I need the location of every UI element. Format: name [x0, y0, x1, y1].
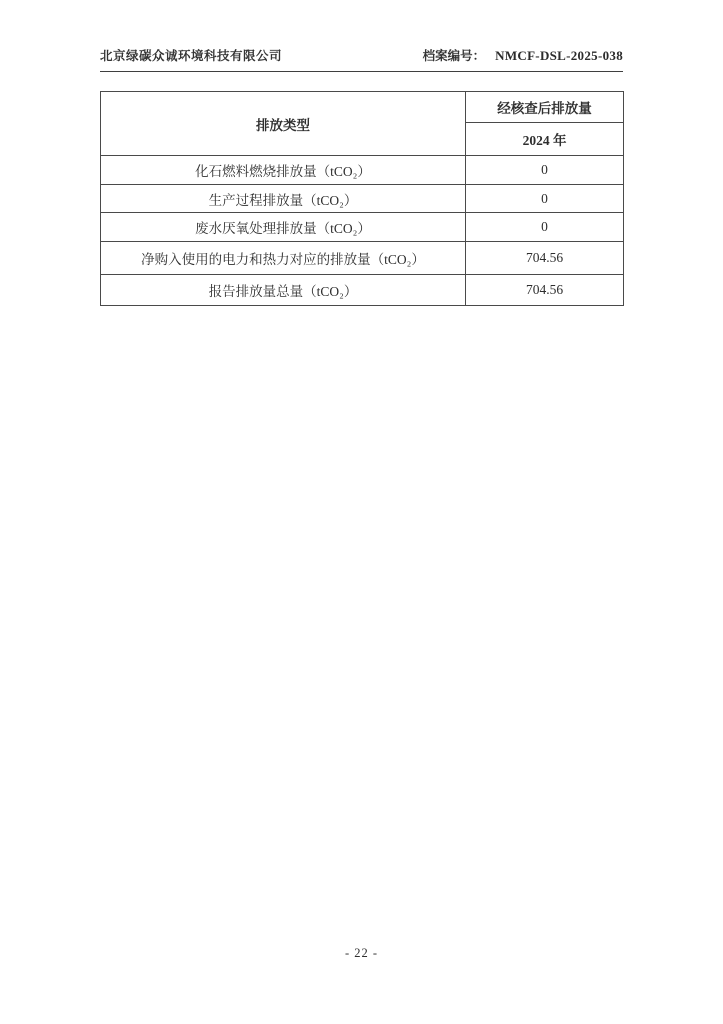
- emission-type-cell: 净购入使用的电力和热力对应的排放量（tCO₂）: [101, 242, 466, 275]
- company-name: 北京绿碳众诚环境科技有限公司: [100, 49, 283, 63]
- emissions-summary-table: [100, 91, 624, 306]
- emission-value-cell: 0: [466, 213, 624, 242]
- table-header-row-1: [101, 92, 624, 123]
- emission-type-header: 排放类型: [101, 92, 466, 156]
- emission-value-cell: 0: [466, 156, 624, 185]
- emission-type-cell: 报告排放量总量（tCO₂）: [101, 275, 466, 306]
- document-header: [100, 46, 623, 72]
- table-row: [101, 213, 624, 242]
- table-row: [101, 275, 624, 306]
- emission-type-cell: 化石燃料燃烧排放量（tCO₂）: [101, 156, 466, 185]
- emission-type-cell: 废水厌氧处理排放量（tCO₂）: [101, 213, 466, 242]
- emission-value-cell: 704.56: [466, 242, 624, 275]
- page-content: [100, 46, 623, 306]
- table-row: [101, 185, 624, 213]
- emission-value-cell: 704.56: [466, 275, 624, 306]
- file-number-value: NMCF-DSL-2025-038: [495, 48, 623, 63]
- file-number-label: 档案编号：: [422, 49, 486, 63]
- page-footer: [0, 944, 723, 962]
- emission-type-cell: 生产过程排放量（tCO₂）: [101, 185, 466, 213]
- table-row: [101, 242, 624, 275]
- file-reference: [423, 46, 623, 64]
- table-row: [101, 156, 624, 185]
- emission-value-cell: 0: [466, 185, 624, 213]
- page-number: - 22 -: [344, 946, 379, 960]
- verified-emissions-header: 经核查后排放量: [466, 92, 624, 123]
- year-header: 2024 年: [466, 123, 624, 156]
